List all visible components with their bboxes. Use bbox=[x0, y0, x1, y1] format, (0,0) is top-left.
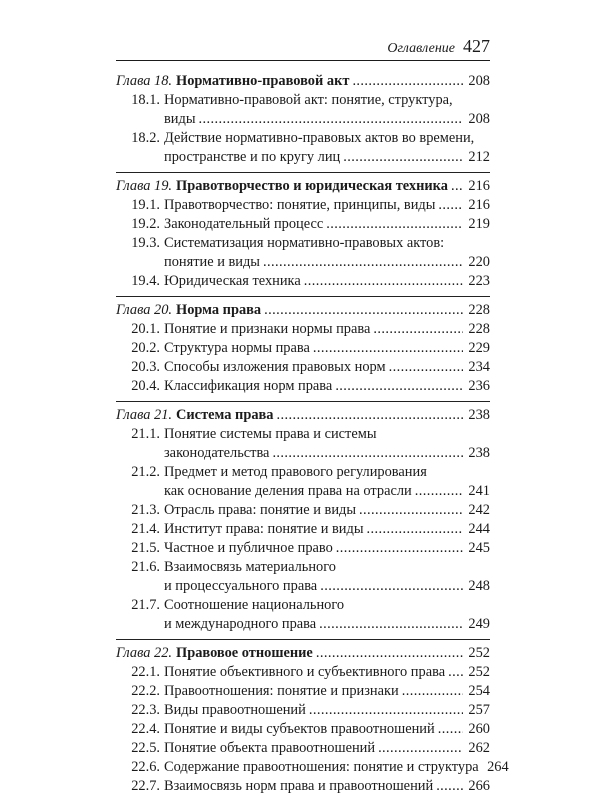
section-entry bbox=[116, 520, 490, 539]
section-title: Соотношение национального bbox=[164, 597, 345, 613]
section-number: 22.6. bbox=[131, 759, 160, 775]
section-entry bbox=[116, 758, 509, 777]
dot-leader bbox=[272, 444, 463, 463]
section-number: 20.1. bbox=[131, 321, 160, 337]
section-number: 21.6. bbox=[131, 559, 160, 575]
section-entry bbox=[116, 539, 490, 558]
section-number: 21.7. bbox=[131, 597, 160, 613]
dot-leader bbox=[436, 777, 463, 796]
section-page: 248 bbox=[468, 578, 490, 594]
section-entry bbox=[116, 272, 490, 291]
chapter-heading bbox=[116, 177, 490, 196]
section-number: 20.3. bbox=[131, 359, 160, 375]
section-entry-continuation bbox=[116, 110, 490, 129]
section-title: Институт права: понятие и виды bbox=[164, 521, 364, 537]
section-title: Взаимосвязь материального bbox=[164, 559, 336, 575]
section-page: 236 bbox=[468, 378, 490, 394]
section-page: 245 bbox=[468, 540, 490, 556]
section-page: 266 bbox=[468, 778, 490, 794]
section-entry-continuation bbox=[116, 253, 490, 272]
section-title: пространстве и по кругу лиц bbox=[164, 149, 341, 165]
toc-chapter bbox=[116, 72, 490, 167]
dot-leader bbox=[367, 520, 463, 539]
section-page: 219 bbox=[468, 216, 490, 232]
section-page: 249 bbox=[468, 616, 490, 632]
section-title: Понятие объективного и субъективного права bbox=[164, 664, 446, 680]
section-title: Систематизация нормативно-правовых актов: bbox=[164, 235, 445, 251]
section-title: Понятие объекта правоотношений bbox=[164, 740, 376, 756]
dot-leader bbox=[263, 253, 463, 272]
dot-leader bbox=[309, 701, 463, 720]
section-title: виды bbox=[164, 111, 196, 127]
section-entry bbox=[116, 91, 490, 110]
section-title: как основание деления права на отрасли bbox=[164, 483, 412, 499]
section-entry bbox=[116, 320, 490, 339]
dot-leader bbox=[313, 339, 463, 358]
section-title: Отрасль права: понятие и виды bbox=[164, 502, 357, 518]
chapter-label: Глава 18. bbox=[116, 73, 172, 89]
chapter-heading bbox=[116, 72, 490, 91]
section-page: 238 bbox=[468, 445, 490, 461]
section-entry bbox=[116, 701, 490, 720]
running-header-title: Оглавление bbox=[387, 41, 455, 56]
section-title: Классификация норм права bbox=[164, 378, 333, 394]
section-page: 242 bbox=[468, 502, 490, 518]
section-number: 21.1. bbox=[131, 426, 160, 442]
dot-leader bbox=[352, 72, 463, 91]
section-title: и международного права bbox=[164, 616, 317, 632]
chapter-title: Нормативно-правовой акт bbox=[176, 73, 350, 89]
section-page: 260 bbox=[468, 721, 490, 737]
toc-chapter bbox=[116, 401, 490, 634]
section-entry-continuation bbox=[116, 148, 490, 167]
section-title: Действие нормативно-правовых актов во времени, bbox=[164, 130, 475, 146]
dot-leader bbox=[378, 739, 463, 758]
section-number: 22.1. bbox=[131, 664, 160, 680]
dot-leader bbox=[359, 501, 463, 520]
section-title: Частное и публичное право bbox=[164, 540, 333, 556]
chapter-page: 228 bbox=[468, 302, 490, 318]
dot-leader bbox=[438, 196, 463, 215]
section-number: 21.5. bbox=[131, 540, 160, 556]
section-number: 20.4. bbox=[131, 378, 160, 394]
toc-chapter bbox=[116, 296, 490, 396]
dot-leader bbox=[276, 406, 463, 425]
dot-leader bbox=[448, 663, 463, 682]
section-title: Понятие системы права и системы bbox=[164, 426, 377, 442]
section-number: 21.3. bbox=[131, 502, 160, 518]
dot-leader bbox=[326, 215, 463, 234]
chapter-page: 252 bbox=[468, 645, 490, 661]
section-page: 254 bbox=[468, 683, 490, 699]
chapter-title: Правовое отношение bbox=[176, 645, 313, 661]
section-page: 264 bbox=[487, 759, 509, 775]
section-entry bbox=[116, 596, 490, 615]
section-title: Понятие и признаки нормы права bbox=[164, 321, 371, 337]
dot-leader bbox=[316, 644, 463, 663]
section-page: 252 bbox=[468, 664, 490, 680]
running-header bbox=[116, 36, 490, 57]
section-entry bbox=[116, 234, 490, 253]
chapter-title: Система права bbox=[176, 407, 274, 423]
section-title: Понятие и виды субъектов правоотношений bbox=[164, 721, 435, 737]
section-entry bbox=[116, 739, 490, 758]
section-number: 18.2. bbox=[131, 130, 160, 146]
section-title: Нормативно-правовой акт: понятие, структура, bbox=[164, 92, 453, 108]
section-title: Правоотношения: понятие и признаки bbox=[164, 683, 399, 699]
section-number: 22.7. bbox=[131, 778, 160, 794]
section-title: и процессуального права bbox=[164, 578, 318, 594]
dot-leader bbox=[389, 358, 463, 377]
section-entry-continuation bbox=[116, 444, 490, 463]
section-title: Юридическая техника bbox=[164, 273, 301, 289]
section-page: 228 bbox=[468, 321, 490, 337]
dot-leader bbox=[199, 110, 464, 129]
dot-leader bbox=[336, 539, 463, 558]
dot-leader bbox=[335, 377, 463, 396]
section-page: 208 bbox=[468, 111, 490, 127]
section-entry bbox=[116, 558, 490, 577]
section-entry bbox=[116, 425, 490, 444]
section-entry bbox=[116, 663, 490, 682]
dot-leader bbox=[320, 577, 463, 596]
chapter-page: 238 bbox=[468, 407, 490, 423]
chapter-title: Норма права bbox=[176, 302, 262, 318]
section-number: 21.4. bbox=[131, 521, 160, 537]
dot-leader bbox=[264, 301, 463, 320]
chapter-label: Глава 19. bbox=[116, 178, 172, 194]
section-entry bbox=[116, 463, 490, 482]
dot-leader bbox=[319, 615, 463, 634]
section-number: 22.3. bbox=[131, 702, 160, 718]
header-rule bbox=[116, 60, 490, 61]
chapter-label: Глава 20. bbox=[116, 302, 172, 318]
section-entry bbox=[116, 720, 490, 739]
section-page: 262 bbox=[468, 740, 490, 756]
section-title: Предмет и метод правового регулирования bbox=[164, 464, 427, 480]
section-entry bbox=[116, 777, 490, 796]
section-page: 244 bbox=[468, 521, 490, 537]
section-entry bbox=[116, 129, 490, 148]
section-number: 19.1. bbox=[131, 197, 160, 213]
section-title: Содержание правоотношения: понятие и структура bbox=[164, 759, 479, 775]
section-number: 19.2. bbox=[131, 216, 160, 232]
section-page: 216 bbox=[468, 197, 490, 213]
chapter-heading bbox=[116, 406, 490, 425]
section-entry-continuation bbox=[116, 482, 490, 501]
chapter-page: 216 bbox=[468, 178, 490, 194]
section-number: 20.2. bbox=[131, 340, 160, 356]
chapter-title: Правотворчество и юридическая техника bbox=[176, 178, 448, 194]
section-entry-continuation bbox=[116, 577, 490, 596]
chapter-page: 208 bbox=[468, 73, 490, 89]
section-number: 21.2. bbox=[131, 464, 160, 480]
section-title: понятие и виды bbox=[164, 254, 260, 270]
table-of-contents bbox=[116, 72, 509, 796]
section-page: 212 bbox=[468, 149, 490, 165]
section-number: 22.5. bbox=[131, 740, 160, 756]
section-title: законодательства bbox=[164, 445, 270, 461]
section-number: 22.2. bbox=[131, 683, 160, 699]
section-entry bbox=[116, 682, 490, 701]
chapter-heading bbox=[116, 301, 490, 320]
dot-leader bbox=[343, 148, 463, 167]
section-entry bbox=[116, 339, 490, 358]
page-number: 427 bbox=[463, 36, 490, 56]
section-number: 22.4. bbox=[131, 721, 160, 737]
section-page: 220 bbox=[468, 254, 490, 270]
dot-leader bbox=[304, 272, 463, 291]
section-entry bbox=[116, 215, 490, 234]
dot-leader bbox=[451, 177, 463, 196]
dot-leader bbox=[438, 720, 463, 739]
section-page: 257 bbox=[468, 702, 490, 718]
section-title: Виды правоотношений bbox=[164, 702, 306, 718]
section-number: 19.3. bbox=[131, 235, 160, 251]
section-entry-continuation bbox=[116, 615, 490, 634]
section-entry bbox=[116, 358, 490, 377]
section-page: 229 bbox=[468, 340, 490, 356]
chapter-label: Глава 21. bbox=[116, 407, 172, 423]
section-entry bbox=[116, 196, 490, 215]
section-entry bbox=[116, 501, 490, 520]
toc-chapter bbox=[116, 639, 509, 796]
section-title: Структура нормы права bbox=[164, 340, 310, 356]
dot-leader bbox=[373, 320, 463, 339]
section-title: Законодательный процесс bbox=[164, 216, 324, 232]
section-title: Правотворчество: понятие, принципы, виды bbox=[164, 197, 436, 213]
section-entry bbox=[116, 377, 490, 396]
toc-chapter bbox=[116, 172, 490, 291]
chapter-heading bbox=[116, 644, 490, 663]
section-page: 234 bbox=[468, 359, 490, 375]
dot-leader bbox=[415, 482, 463, 501]
dot-leader bbox=[402, 682, 463, 701]
section-page: 223 bbox=[468, 273, 490, 289]
section-number: 19.4. bbox=[131, 273, 160, 289]
chapter-label: Глава 22. bbox=[116, 645, 172, 661]
section-title: Способы изложения правовых норм bbox=[164, 359, 386, 375]
section-page: 241 bbox=[468, 483, 490, 499]
section-title: Взаимосвязь норм права и правоотношений bbox=[164, 778, 434, 794]
section-number: 18.1. bbox=[131, 92, 160, 108]
